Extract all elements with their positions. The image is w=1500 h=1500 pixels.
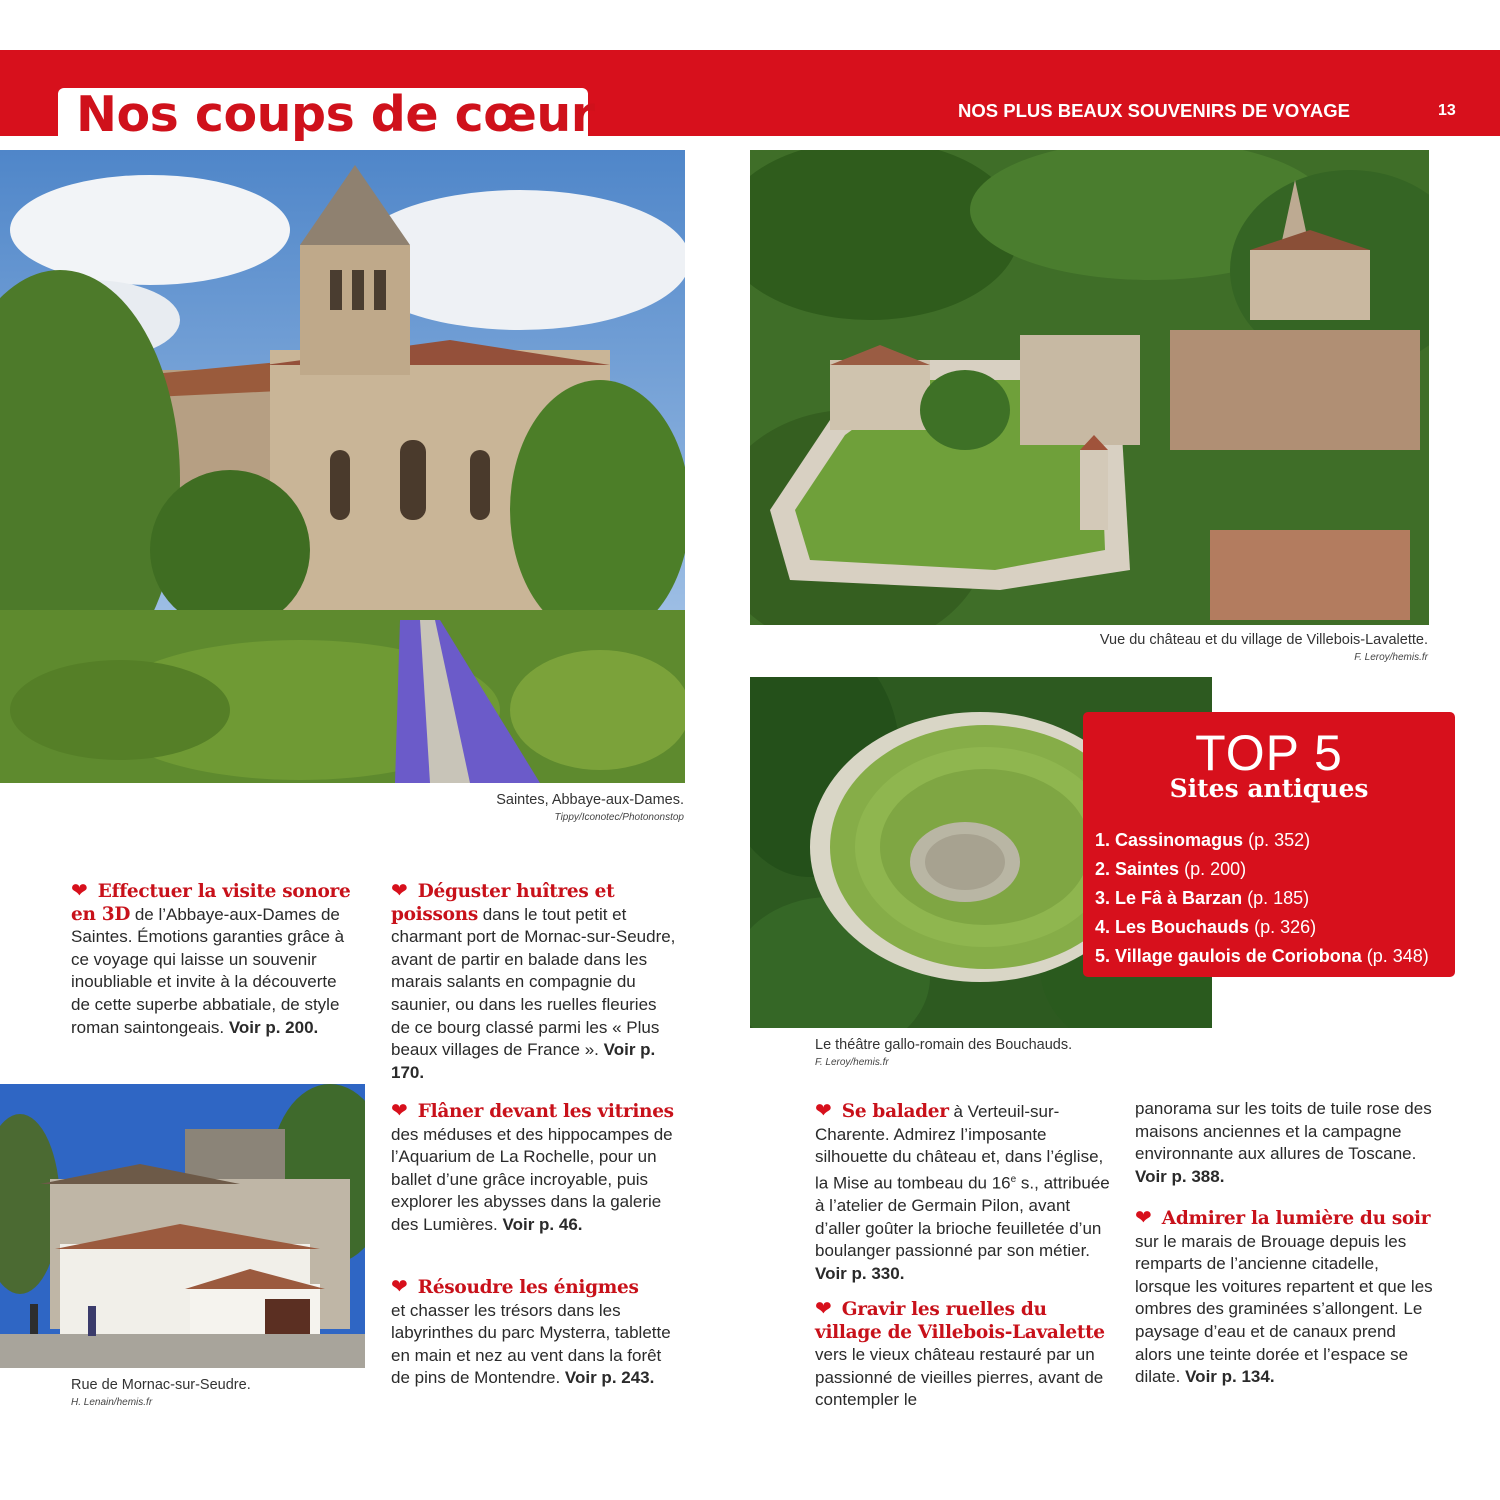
- article-body: panorama sur les toits de tuile rose des maisons anciennes et la campagne environnante aux allures de Toscane.: [1135, 1099, 1432, 1164]
- article-body: vers le vieux château restauré par un passionné de vieilles pierres, avant de contempler le: [815, 1345, 1104, 1410]
- top5-item: 4. Les Bouchauds (p. 326): [1095, 917, 1317, 937]
- page-reference: Voir p. 46.: [502, 1214, 583, 1234]
- page-reference: Voir p. 330.: [815, 1263, 905, 1283]
- article-heading: Admirer la lumière du soir: [1161, 1208, 1431, 1229]
- mornac-credit: H. Lenain/hemis.fr: [71, 1397, 153, 1408]
- top5-item: 2. Saintes (p. 200): [1095, 859, 1247, 879]
- article-visite: [71, 880, 356, 1039]
- article-heading: Déguster huîtres et poissons: [391, 881, 615, 925]
- article-heading: Résoudre les énigmes: [417, 1277, 639, 1298]
- page-title: Nos coups de cœur: [76, 86, 595, 143]
- article-body: sur le marais de Brouage depuis les remparts de l’ancienne citadelle, lorsque les voitures repartent et que les ombres des graminées s’allongent. Le paysage d’eau et de canaux prend alors une teinte dorée et l’espace se dilate.: [1135, 1231, 1433, 1387]
- article-gravir: [815, 1298, 1110, 1412]
- heart-icon: ❤: [815, 1298, 832, 1320]
- article-body: à Verteuil-sur-Charente. Admirez l’imposante silhouette du château et, dans l’église, la Mise au tombeau du 16: [815, 1102, 1104, 1193]
- top5-box: [1083, 712, 1455, 977]
- section-label: NOS PLUS BEAUX SOUVENIRS DE VOYAGE: [958, 100, 1351, 121]
- article-heading: Effectuer la visite sonore en 3D: [71, 881, 351, 925]
- article-body: de l’Abbaye-aux-Dames de Saintes. Émotions garanties grâce à ce voyage qui laisse un souvenir inoubliable et invite à la découverte de cette superbe abbatiale, de style roman saintongeais.: [71, 904, 345, 1037]
- heart-icon: ❤: [391, 1276, 408, 1298]
- article-body: dans le tout petit et charmant port de Mornac-sur-Seudre, avant de partir en balade dans les marais salants en compagnie du saunier, ou dans les ruelles fleuries de ce bourg classé parmi les « Plus beaux villages de France ».: [391, 904, 676, 1060]
- article-vitrines: [391, 1100, 676, 1237]
- article-huitres: [391, 880, 676, 1084]
- page-number: 13: [1438, 102, 1456, 119]
- top5-subtitle: Sites antiques: [1169, 774, 1369, 803]
- abbey-photo: [0, 150, 685, 783]
- page-reference: Voir p. 134.: [1185, 1367, 1275, 1387]
- heart-icon: ❤: [391, 1100, 408, 1122]
- article-balader: [815, 1100, 1110, 1285]
- article-heading: Gravir les ruelles du village de Villebois-Lavalette: [815, 1299, 1105, 1343]
- theatre-caption: Le théâtre gallo-romain des Bouchauds.: [815, 1037, 1073, 1053]
- abbey-credit: Tippy/Iconotec/Photononstop: [554, 812, 684, 823]
- page-reference: Voir p. 200.: [228, 1017, 319, 1037]
- article-heading: Se balader: [841, 1101, 949, 1122]
- heart-icon: ❤: [1135, 1207, 1152, 1229]
- page-reference: Voir p. 170.: [391, 1040, 656, 1082]
- top5-label: TOP 5: [1195, 725, 1343, 781]
- heart-icon: ❤: [815, 1100, 832, 1122]
- heart-icon: ❤: [71, 880, 88, 902]
- top5-list: [1095, 826, 1429, 971]
- villebois-caption: Vue du château et du village de Villebois-Lavalette.: [1099, 632, 1428, 648]
- mornac-caption: Rue de Mornac-sur-Seudre.: [71, 1377, 251, 1393]
- article-gravir-continued: [1135, 1098, 1435, 1188]
- article-body: s., attribuée à l’atelier de Germain Pilon, avant d’aller goûter la brioche feuilletée d’un boulanger passionné par son métier.: [815, 1173, 1110, 1261]
- page-reference: Voir p. 388.: [1135, 1166, 1225, 1186]
- mornac-photo: [0, 1084, 365, 1368]
- top5-item: 3. Le Fâ à Barzan (p. 185): [1095, 888, 1310, 908]
- abbey-caption: Saintes, Abbaye-aux-Dames.: [496, 792, 684, 808]
- article-body: des méduses et des hippocampes de l’Aquarium de La Rochelle, pour un ballet d’une grâce incroyable, puis explorer les abysses dans la galerie des Lumières.: [391, 1124, 673, 1234]
- page-reference: Voir p. 243.: [564, 1368, 655, 1388]
- article-enigmes: [391, 1276, 681, 1390]
- theatre-credit: F. Leroy/hemis.fr: [815, 1057, 889, 1068]
- article-lumiere: [1135, 1207, 1435, 1389]
- heart-icon: ❤: [391, 880, 408, 902]
- top5-item: 1. Cassinomagus (p. 352): [1095, 830, 1311, 850]
- villebois-photo: [750, 150, 1429, 625]
- article-heading: Flâner devant les vitrines: [417, 1101, 674, 1122]
- article-body: et chasser les trésors dans les labyrinthes du parc Mysterra, tablette en main et nez au vent dans la forêt de pins de Montendre.: [391, 1300, 671, 1388]
- villebois-credit: F. Leroy/hemis.fr: [1354, 652, 1428, 663]
- top5-item: 5. Village gaulois de Coriobona (p. 348): [1095, 946, 1429, 966]
- superscript: e: [1010, 1173, 1017, 1185]
